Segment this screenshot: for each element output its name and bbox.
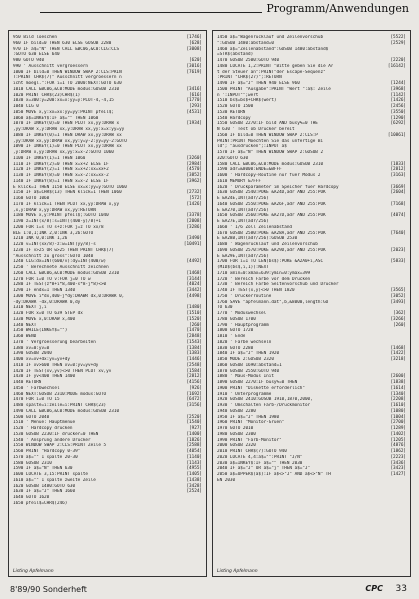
code-text: 1260 CALL &BC06,&C0:MODE modus:GOSUB 2310 bbox=[13, 270, 120, 276]
checksum: [4531] bbox=[186, 109, 202, 115]
code-text: 1620 ' Druckparameter im Speicher fuer Hardcopy bbox=[217, 184, 339, 190]
code-text: BLE 1:0,1;INK 2,0:INK 3,26:GOTO bbox=[13, 230, 94, 236]
checksum: [2812] bbox=[390, 167, 406, 173]
checksum: [1833] bbox=[390, 161, 406, 167]
code-text: 1370 ' Vergroesserung bearbeiten bbox=[13, 339, 96, 345]
code-text: :PRINT "CHR$(27)";:RETURN bbox=[217, 75, 282, 81]
code-text: 1600 LOCATE 3,15:PRINT spalte bbox=[13, 472, 89, 477]
checksum: [260] bbox=[393, 322, 406, 328]
checksum: [7640] bbox=[390, 230, 406, 236]
checksum: [7168] bbox=[390, 201, 406, 207]
code-text: 1570 a$="" 1 spalte 20-30 bbox=[13, 454, 78, 460]
checksum: [3144] bbox=[186, 276, 202, 282]
checksum: [3490] bbox=[186, 236, 202, 242]
code-text: 1980 GOSUB 2300 bbox=[217, 431, 256, 437]
listing-left bbox=[13, 35, 202, 507]
checksum bbox=[404, 478, 406, 484]
checksum: [2700] bbox=[390, 420, 406, 426]
checksum: [628] bbox=[189, 40, 202, 46]
checksum: [1540] bbox=[186, 420, 202, 426]
code-text: 1290 IF endx=1 THEN 1340 bbox=[13, 288, 76, 293]
code-text: 1020 PRINT CHR$(23)CHR$(1) bbox=[13, 92, 81, 98]
checksum: [16142] bbox=[387, 63, 406, 69]
code-text: 1770 ' Moduswechsel bbox=[217, 311, 267, 316]
code-text: -dy:DRAWR -dx,0:DRAWR 0,dy bbox=[13, 299, 81, 305]
code-text: ,yy:DRAW xx,yy:DRAW xx,yy:y=y-2:yy=yy-2:GOTO bbox=[13, 138, 127, 144]
code-text: 1400 xv=xv+dx:yv=yv+dy bbox=[13, 357, 70, 362]
checksum bbox=[200, 501, 202, 507]
checksum: [1402] bbox=[390, 431, 406, 437]
code-text: 1580 GOSUB 2310 bbox=[13, 460, 52, 466]
listing-right bbox=[217, 35, 406, 484]
checksum: [620] bbox=[189, 58, 202, 63]
code-text: 2030 a$=INKEY$:IF a$="" THEN 2030 bbox=[217, 460, 303, 466]
code-text: 1800 GOTO 1720 bbox=[217, 328, 254, 334]
code-text: 960 IF bild=0 THEN 630 ELSE GOSUB 2280 bbox=[13, 40, 112, 46]
code-text: 1040 CLG 0 bbox=[13, 104, 39, 109]
code-text: n ':INPUT"";wert bbox=[217, 92, 259, 98]
code-text: 1810 ' Ende bbox=[217, 334, 246, 339]
code-text: 1610 MEMORY &7FFF bbox=[217, 178, 261, 184]
checksum: [1610] bbox=[390, 403, 406, 408]
code-text: ld"; "ausdrucken";:INPUT a$ bbox=[217, 144, 287, 150]
code-text: 1470 FOR i=0 TO 15 bbox=[13, 397, 60, 403]
code-text: E &A29E,INT(adr/256) bbox=[217, 253, 269, 259]
code-text: 1000 IF bild=0 THEN WINDOW SWAP 2:CLS:PRIN bbox=[13, 69, 122, 75]
code-text: 1960 PRINT "Monitor-Gruen" bbox=[217, 420, 285, 426]
code-text: 1650 GOSUB 2560:POKE &A27D,adr AND 255:POK bbox=[217, 213, 326, 219]
checksum: [362] bbox=[393, 311, 406, 316]
code-text: t der Steuer an":PRINT"der Escape-Sequenz" bbox=[217, 69, 326, 75]
checksum: [1468] bbox=[186, 270, 202, 276]
code-text: 1850 MODE 2:GOSUB 2320 bbox=[217, 357, 274, 362]
checksum: [1584] bbox=[186, 368, 202, 374]
code-text: 1280 IF TEST(z*8+i*8,400-s*8-j*8)<>0 bbox=[13, 282, 107, 288]
code-text: 1150 IF a$=CHR$(13) THEN klick=1 THEN 1060 bbox=[13, 190, 122, 196]
code-text: 980 GOTO 940 bbox=[13, 58, 45, 63]
checksum: [2848] bbox=[186, 334, 202, 339]
code-text: 1550 GOSUB 2270:IF bild AND busy%=0 THE bbox=[217, 121, 318, 127]
checksum: [1290] bbox=[390, 115, 406, 121]
code-text: 1560 IF bild=0 THEN WINDOW SWAP 2:CLS:P bbox=[217, 132, 318, 138]
checksum: [926] bbox=[189, 385, 202, 391]
checksum: [1746] bbox=[186, 35, 202, 40]
code-text: 1530 GOSUB 2230:IF drucker=0 THEN bbox=[13, 431, 99, 437]
code-text: 2040 IF a$="J" OR a$="j" THEN a$="J" bbox=[217, 466, 311, 472]
checksum: [3218] bbox=[390, 357, 406, 362]
code-text: 1100 IF INKEY(1)=1 THEN 1060 bbox=[13, 155, 86, 161]
code-text: 1860 GOSUB 1690:abstand=1 bbox=[217, 362, 282, 368]
code-text: =STR$(abstand) bbox=[217, 52, 254, 58]
code-text: 1570 IF a$="N" THEN WINDOW SWAP 2:GOSUB 2 bbox=[217, 150, 324, 155]
code-text: 1440 RETURN bbox=[13, 380, 42, 385]
code-text: 1480 spalte=i:zeile=i:PRINT CHR$(23) bbox=[13, 403, 107, 408]
checksum: [3550] bbox=[390, 109, 406, 115]
checksum: [572] bbox=[189, 196, 202, 201]
code-text: 1450 ' Farbwechsel bbox=[13, 385, 60, 391]
code-text: 1070 IF INKEY(0)=0 THEN PLOT xx,yy:DRAW x bbox=[13, 121, 120, 127]
code-text: 1510 bs$=bs$+CHR$(wert) bbox=[217, 98, 277, 104]
code-text: 1530 RETURN bbox=[217, 109, 246, 115]
checksum: [1692] bbox=[186, 391, 202, 397]
code-text: 1540 ' Ansprung andere Drucker bbox=[13, 437, 91, 443]
code-text: 1690 GOSUB 2570:POKE &A29D,adr AND 255:POK bbox=[217, 247, 326, 253]
checksum: [1142] bbox=[390, 92, 406, 98]
code-text: 2020 LOCATE 4,4:a$="":PRINT "J/N" bbox=[217, 454, 303, 460]
code-text: 1200 FOR i=s TO s+z:FOR j=z TO xx/8 bbox=[13, 224, 104, 230]
code-text: 1130 IF INKEY(8)=0 THEN x=x-2:xx=xx-2 bbox=[13, 173, 109, 178]
code-text: 1170 IF klick=1 THEN PLOT xx,yy:DRAW x,yy bbox=[13, 201, 120, 207]
checksum: [2223] bbox=[390, 454, 406, 460]
code-text: icht moegl.":FOR i=1 TO 2000:NEXT:GOTO 630 bbox=[13, 81, 122, 86]
code-text: 1470 GOSUB 2500:GOTO 940 bbox=[217, 58, 280, 63]
code-text: 1210 INK 0,0:INK 1,26 bbox=[13, 236, 68, 242]
checksum: [2588] bbox=[186, 443, 202, 449]
code-text: 1320 FOR x=0 TO 639 STEP dx bbox=[13, 311, 83, 316]
checksum: [2529] bbox=[390, 40, 406, 46]
code-text: 1560 PRINT "Hardcopy 0-39" bbox=[13, 449, 81, 454]
checksum: [5522] bbox=[390, 35, 406, 40]
code-text: 1900 PRINT "Diskette erforderlich" bbox=[217, 385, 305, 391]
checksum: [2208] bbox=[390, 397, 406, 403]
checksum: [3260] bbox=[186, 155, 202, 161]
checksum: [3163] bbox=[390, 173, 406, 178]
code-text: 1660 ' 1/6 Zoll Zeilenabstand bbox=[217, 224, 293, 230]
checksum: [5833] bbox=[390, 259, 406, 265]
checksum: [2732] bbox=[186, 190, 202, 196]
code-text: 1500 GOTO 2040 bbox=[13, 414, 50, 420]
checksum: [3669] bbox=[390, 184, 406, 190]
code-text: 1760 SAVE "apfelmann.dat",b,&8000,length:GO bbox=[217, 299, 329, 305]
code-text: 1650 pfeil$=CHR$(246) bbox=[13, 500, 68, 506]
checksum: [1244] bbox=[390, 81, 406, 86]
checksum: [1289] bbox=[390, 426, 406, 431]
code-text: 1730 ' Bereich Farbe Seitenvorschub und Drucker bbox=[217, 282, 339, 288]
code-text: 1740 IF TEST(x,y)<>0 THEN 1820 bbox=[217, 288, 295, 293]
code-text: 1180 MOVE x,y:PRINT pfeil$;:GOTO 1040 bbox=[13, 213, 109, 219]
checksum: [4024] bbox=[186, 282, 202, 288]
checksum: [616] bbox=[189, 92, 202, 98]
code-text: 2050 a$=UPPER$(a$):IF a$<>"J" AND a$<>"N" TH bbox=[217, 472, 331, 477]
checksum: [1480] bbox=[186, 305, 202, 311]
checksum: [927] bbox=[189, 426, 202, 431]
code-text: 1230 IF v>25 OR w>25 THEN PRINT CHR$(7) bbox=[13, 247, 114, 253]
listing-line bbox=[13, 501, 202, 507]
code-text: 1190 z=INT(x/8):s=INT((400-y)/8)+1 bbox=[13, 219, 101, 224]
checksum: [3052] bbox=[390, 293, 406, 299]
checksum: [1383] bbox=[186, 351, 202, 357]
magazine-logo: CPC bbox=[365, 584, 383, 593]
checksum: [4492] bbox=[186, 259, 202, 265]
code-text: 1550 WINDOW SWAP 2:CLS:PRINT Zeile 5 bbox=[13, 443, 107, 449]
checksum: [3266] bbox=[390, 316, 406, 322]
code-text: 1970 GOTO 2010 bbox=[217, 426, 254, 431]
checksum: [1470] bbox=[186, 328, 202, 334]
checksum: [1520] bbox=[186, 316, 202, 322]
code-text: 320:GOTO 630 bbox=[217, 155, 249, 161]
code-text: 1010 CALL &BC06,&C0:MODE modus:GOSUB 2310 bbox=[13, 86, 120, 92]
checksum: [3286] bbox=[186, 224, 202, 230]
checksum: [1004] bbox=[390, 414, 406, 420]
code-text: 1270 FOR i=0 TO v:FOR j=0 TO w bbox=[13, 276, 91, 282]
code-text: 1390 GOSUB 2040 bbox=[13, 351, 52, 357]
code-text: ":GOSUB 1480:abstand=0 bbox=[217, 40, 274, 46]
code-text: ,x,y:DRAW x,yy:DRAW xx,yy:RETURN bbox=[13, 207, 96, 213]
checksum: [1614] bbox=[390, 385, 406, 391]
code-text: 1890 GOSUB 2270:IF busy%=0 THEN bbox=[217, 380, 298, 385]
page-number: 33 bbox=[395, 584, 407, 594]
code-text: 1990 PRINT "Farb-Monitor" bbox=[217, 437, 282, 443]
checksum: [10861] bbox=[387, 132, 406, 138]
code-text: 1880 ' Maus-Modus Init bbox=[217, 374, 274, 380]
code-text: 1620 GOSUB 1480:GOTO 630 bbox=[13, 483, 76, 489]
code-text: 1600 ' Hardcopy-Routine nur fuer Modus 2 bbox=[217, 173, 321, 178]
checksum: [2812] bbox=[186, 374, 202, 380]
code-text: 1460 a$="Zeilenabstand":GOSUB 1480:abstand$ bbox=[217, 46, 329, 52]
checksum: [10491] bbox=[183, 242, 202, 247]
checksum: [2984] bbox=[186, 161, 202, 167]
checksum: [1384] bbox=[186, 345, 202, 351]
code-text: 1950 IF a$="J" THEN 1980 bbox=[217, 414, 280, 420]
code-text: 1050 MOVE x,y:xx=xx:yy=yy:PRINT pfeil$; bbox=[13, 109, 114, 115]
checksum: [6292] bbox=[390, 121, 406, 127]
checksum: [3008] bbox=[186, 46, 202, 52]
code-text: 1590 adr=&8000:ENDE=&BFFF bbox=[217, 167, 282, 173]
code-text: 1410 IF xv>600 THEN xv=0:yv=yv+dy bbox=[13, 362, 99, 368]
checksum: [3156] bbox=[186, 403, 202, 408]
checksum: [2456] bbox=[390, 104, 406, 109]
checksum: [1510] bbox=[186, 311, 202, 316]
code-text: 1830 GOTO 2280 bbox=[217, 345, 254, 351]
code-text: 1590 IF a$="N" THEN 630 bbox=[13, 466, 73, 472]
checksum: [1405] bbox=[186, 472, 202, 477]
code-text: E &A270,INT(adr/256) bbox=[217, 207, 269, 213]
code-text: 1670 GOSUB 2580:POKE &A28A,adr AND 255:POK bbox=[217, 230, 326, 236]
code-text: 1240 CLG:dx=INT(600/v):dy=INT(400/w) bbox=[13, 259, 107, 265]
checksum: [3378] bbox=[186, 213, 202, 219]
code-text: 1160 GOTO 1060 bbox=[13, 196, 50, 201]
code-text: 1680 ' Wagenrucklauf und Zeilenvorschub bbox=[217, 242, 318, 247]
checksum: [1543] bbox=[186, 339, 202, 345]
checksum: [293] bbox=[189, 104, 202, 109]
code-text: 1780 GOSUB 1700 bbox=[217, 316, 256, 322]
code-text: 1140 IF INKEY(8)=1 THEN x=x-2 ELSE IF bbox=[13, 178, 109, 184]
code-text: 1460 NEXT:GOSUB 2310:MODE modus:GOTO bbox=[13, 391, 107, 397]
code-text: 1300 MOVE i*dx,400-j*dy:DRAWR dx,0:DRAWR 0, bbox=[13, 293, 125, 299]
listing-column-right bbox=[212, 30, 411, 577]
code-text: 1090 IF INKEY(1)=0 THEN PLOT xx,yy:DRAW xx bbox=[13, 144, 122, 150]
code-text: 1630 GOSUB 2540:POKE &A24D,adr AND 255:POK bbox=[217, 190, 326, 196]
code-text: 1750 ' Druckerroutine bbox=[217, 293, 272, 299]
code-text: :GOTO 630 ELSE 640 bbox=[13, 52, 60, 58]
code-text: E klick=1 THEN 1150 ELSE xx=x:yy=y:GOTO 1060 bbox=[13, 184, 127, 190]
code-text: 1490 IF a$="J" THEN 940 ELSE 960 bbox=[217, 81, 300, 86]
checksum: [4156] bbox=[186, 380, 202, 385]
code-text: N 630 ' Test ob Drucker bereit bbox=[217, 127, 295, 132]
checksum: [4498] bbox=[186, 293, 202, 299]
code-text: 1480 LOCATE 1,2:PRINT "Bitte geben Sie die Ar bbox=[217, 63, 334, 69]
code-text: 1500 PRINT "Ausgabe":PRINT "Wert ":a$: Zeile bbox=[217, 86, 331, 92]
code-text: 1030 x=300:y=200:xx=x:yy=y:PLOT-4,-4,15 bbox=[13, 98, 114, 104]
checksum: [2008] bbox=[186, 219, 202, 224]
checksum: [3442] bbox=[186, 288, 202, 293]
code-text: E &A28B,INT(adr/256):GOSUB 2530 bbox=[217, 236, 298, 242]
checksum: [1427] bbox=[390, 472, 406, 477]
checksum: [1140] bbox=[186, 454, 202, 460]
code-text: 1060 a$=INKEY$:IF a$="" THEN 1060 bbox=[13, 115, 99, 121]
checksum: [7619] bbox=[186, 69, 202, 75]
code-text: 1870 GOSUB 2550:GOTO 940 bbox=[217, 368, 280, 374]
listing-caption-left: Listing Apfelmann bbox=[13, 569, 54, 574]
code-text: 1930 ' Umschalten Farb-/Druckmonitor bbox=[217, 403, 311, 408]
checksum: [2600] bbox=[390, 374, 406, 380]
code-text: 1330 MOVE x,0:DRAW x,400 bbox=[13, 316, 76, 322]
code-text: PRINT:PRINT Moechten Sie das unfertige Bi bbox=[217, 138, 324, 144]
code-text: 1350 WHILE(INKEY$="") bbox=[13, 328, 68, 334]
code-text: 1250 ' Berechnete Ausschnitt zeichnen bbox=[13, 265, 109, 270]
checksum: [260] bbox=[189, 322, 202, 328]
checksum: [1438] bbox=[186, 477, 202, 483]
code-text: 1360 WEND bbox=[13, 334, 37, 339]
code-text: 1380 xv=0:yv=0 bbox=[13, 345, 50, 351]
code-text: 1790 ' Hauptprogramm bbox=[217, 322, 269, 328]
code-text: 1580 CALL &BC06,&C0:MODE modus:GOSUB 2310 bbox=[217, 161, 324, 167]
checksum: [2520] bbox=[186, 414, 202, 420]
code-text: 1610 a$="" 1 spalte zweite Zeile bbox=[13, 477, 96, 483]
checksum: [3436] bbox=[390, 460, 406, 466]
checksum: [4074] bbox=[390, 213, 406, 219]
page-footer bbox=[0, 581, 419, 599]
checksum: [3016] bbox=[186, 63, 202, 69]
code-text: 1640 GOTO 1620 bbox=[13, 495, 50, 500]
checksum: [1838] bbox=[390, 380, 406, 385]
checksum: [1446] bbox=[186, 357, 202, 362]
page-header bbox=[0, 0, 419, 22]
code-text: 1520 ' Hardcopy drucken bbox=[13, 426, 73, 431]
code-text: 1720 ' Bereich Farbe vor dem Drucken bbox=[217, 276, 311, 282]
code-text: 1110 IF INKEY(2)=0 THEN x=x+2 ELSE IF bbox=[13, 161, 109, 167]
checksum: [1826] bbox=[186, 437, 202, 443]
code-text: 1640 GOSUB 2550:POKE &A26F,adr AND 255:POK bbox=[217, 201, 326, 207]
code-text: 1840 IF a$="J" THEN 1920 bbox=[217, 351, 280, 357]
checksum: [3416] bbox=[186, 86, 202, 92]
code-text: 1510 ' Menue: Hauptmenue bbox=[13, 420, 76, 426]
code-text: 1220 v=INT(xx/8)-z:w=INT(yy/8)-s bbox=[13, 242, 96, 247]
code-text: E &A27E,INT(adr/256) bbox=[217, 219, 269, 224]
checksum: [3968] bbox=[390, 86, 406, 92]
checksum: [1770] bbox=[186, 98, 202, 104]
code-text: 1120 IF INKEY(2)=1 THEN x=x+2:xx=xx+2 bbox=[13, 167, 109, 173]
code-text: 990 ' Ausschnitt vergroessern bbox=[13, 63, 89, 69]
checksum: [4054] bbox=[186, 449, 202, 454]
code-text: 1080 IF INKEY(0)=1 THEN DRAW xx,yy:DRAW xx bbox=[13, 132, 122, 138]
code-text: 1700 FOR i=1 TO LEN(bs$):POKE &A2A0+i,ASC bbox=[217, 259, 324, 265]
checksum: [4955] bbox=[186, 466, 202, 472]
checksum: [1205] bbox=[390, 437, 406, 443]
code-text: ,y:DRAW x,yy:DRAW xx,yy:x=x-2:GOTO 1060 bbox=[13, 150, 114, 155]
listing-column-left bbox=[8, 30, 207, 577]
checksum: [4876] bbox=[390, 443, 406, 449]
code-text: E &A24E,INT(adr/256) bbox=[217, 196, 269, 201]
checksum: [3852] bbox=[186, 173, 202, 178]
code-text: 970 IF a$="N" THEN CALL &BC06,&C0:CLG:CLS bbox=[13, 46, 120, 52]
checksum: [3423] bbox=[390, 466, 406, 472]
checksum: [1400] bbox=[186, 431, 202, 437]
code-text: 1910 ' Unterprogramme bbox=[217, 391, 272, 397]
code-text: 1520 GOTO 1500 bbox=[217, 104, 254, 109]
checksum: [2604] bbox=[390, 190, 406, 196]
code-text: (MID$(bs$,i,1)):NEXT bbox=[217, 265, 269, 270]
code-text: ,yy:DRAW x,y:DRAW xx,y:DRAW xx,yy:x=x:yy=yy bbox=[13, 127, 125, 132]
checksum: [2220] bbox=[390, 58, 406, 63]
code-text: 1540 Hardcopy bbox=[217, 115, 251, 121]
issue-label: 8'89/90 Sonderheft bbox=[10, 585, 87, 594]
checksum: [3428] bbox=[186, 483, 202, 489]
code-text: 1710 xmin=0:xmax=639:ymin=0:ymax=399 bbox=[217, 270, 311, 276]
checksum: [2524] bbox=[186, 489, 202, 495]
checksum: [1862] bbox=[390, 449, 406, 454]
listing-caption-right: Listing Apfelmann bbox=[217, 569, 258, 574]
code-text: 1450 a$="Wagenrucklauf und Zeilenvorschub bbox=[217, 35, 324, 40]
checksum: [2548] bbox=[186, 362, 202, 368]
code-text: 1310 NEXT j,i bbox=[13, 305, 47, 311]
code-text: "Ausschnitt zu gross":GOTO 1040 bbox=[13, 253, 94, 259]
section-title: Programm/Anwendungen bbox=[262, 2, 409, 15]
checksum: [4570] bbox=[186, 167, 202, 173]
checksum: [1426] bbox=[186, 201, 202, 207]
checksum: [1143] bbox=[186, 460, 202, 466]
code-text: EN 2030 bbox=[217, 477, 236, 483]
checksum: [3565] bbox=[390, 288, 406, 293]
checksum: [6472] bbox=[186, 397, 202, 403]
checksum: [1340] bbox=[390, 391, 406, 397]
checksum: [3962] bbox=[186, 178, 202, 184]
code-text: 1630 IF a$="J" THEN 1660 bbox=[13, 489, 76, 495]
checksum: [1426] bbox=[390, 98, 406, 104]
code-text: 950 Bild loeschen bbox=[13, 35, 57, 40]
listing-line bbox=[217, 478, 406, 484]
code-text: 1920 GOSUB 2410:GOSUB 1910,1870,2000, bbox=[217, 397, 313, 403]
code-text: 2010 PRINT CHR$(7):GOTO 940 bbox=[217, 449, 287, 454]
checksum: [3493] bbox=[390, 299, 406, 305]
code-text: 1340 NEXT bbox=[13, 322, 37, 328]
code-text: 1940 GOSUB 2280 bbox=[217, 408, 256, 414]
checksum: [2023] bbox=[390, 247, 406, 253]
checksum: [1468] bbox=[390, 345, 406, 351]
code-text: TO 630 bbox=[217, 305, 233, 311]
checksum: [1422] bbox=[390, 351, 406, 357]
checksum: [1080] bbox=[390, 408, 406, 414]
code-text: 1820 ' Farbe wechseln bbox=[217, 339, 272, 345]
code-text: 2000 GOSUB 2320 bbox=[217, 443, 256, 449]
code-text: 1430 IF yv<400 THEN 1400 bbox=[13, 374, 76, 380]
code-text: 1420 IF TEST(xv,yv)<>0 THEN PLOT xv,yv bbox=[13, 368, 112, 374]
code-text: T:PRINT CHR$(7)" Ausschnitt vergroessern n bbox=[13, 75, 122, 81]
checksum: [1934] bbox=[186, 121, 202, 127]
code-text: 1490 CALL &BC06,&C0:MODE modus:GOSUB 2310 bbox=[13, 408, 120, 414]
